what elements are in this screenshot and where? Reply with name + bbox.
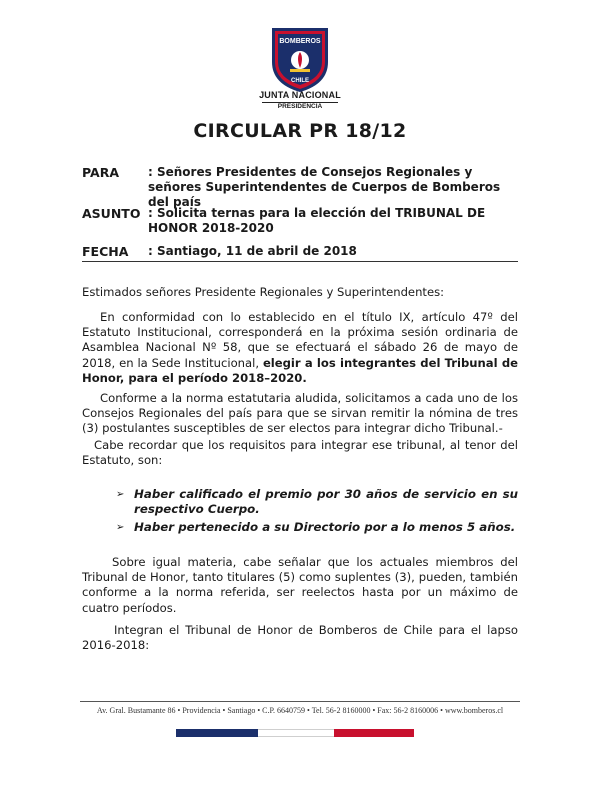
logo-bottom-text: CHILE <box>291 78 309 84</box>
paragraph-4: Sobre igual materia, cabe señalar que los actuales miembros del Tribunal de Honor, tanto titulares (5) como suplentes (3), pueden, también conforme a la norma referida, ser reelectos hasta por un máximo de cuatro períodos. <box>82 555 518 615</box>
header-separator <box>82 261 518 262</box>
arrow-bullet-icon: ➢ <box>116 489 125 500</box>
fecha-label: FECHA <box>82 244 129 259</box>
paragraph-1-text: En conformidad con lo establecido en el título IX, artículo 47º del Estatuto Institucional, corresponderá en la próxima sesión ordinaria de Asamblea Nacional Nº 58, que se efectuará el sábado 26 de mayo de 2018, en la Sede Institucional, <box>82 310 518 370</box>
requirement-item <box>116 520 518 535</box>
paragraph-3: Cabe recordar que los requisitos para integrar ese tribunal, al tenor del Estatuto, son: <box>82 438 518 468</box>
flag-stripe-red <box>334 729 414 737</box>
para-value: : Señores Presidentes de Consejos Regionales y señores Superintendentes de Cuerpos de Bomberos del país <box>148 165 501 209</box>
paragraph-1 <box>82 310 518 386</box>
paragraph-5: Integran el Tribunal de Honor de Bomberos de Chile para el lapso 2016-2018: <box>82 623 518 653</box>
paragraph-2: Conforme a la norma estatutaria aludida, solicitamos a cada uno de los Consejos Regionales del país para que se sirvan remitir la nómina de tres (3) postulantes susceptibles de ser electos para integrar dicho Tribunal.- <box>82 391 518 436</box>
asunto-value: : Solicita ternas para la elección del TRIBUNAL DE HONOR 2018-2020 <box>148 206 486 235</box>
flag-stripe-white <box>258 729 334 737</box>
greeting: Estimados señores Presidente Regionales y Superintendentes: <box>82 285 445 299</box>
fecha-value: : Santiago, 11 de abril de 2018 <box>148 244 357 258</box>
footer-address: Av. Gral. Bustamante 86 • Providencia • Santiago • C.P. 6640759 • Tel. 56-2 8160000 • Fax: 56-2 8160006 • www.bomberos.cl <box>96 706 504 715</box>
requirement-text: Haber pertenecido a su Directorio por a lo menos 5 años. <box>134 519 516 534</box>
requirement-text: Haber calificado el premio por 30 años de servicio en su respectivo Cuerpo. <box>134 487 518 517</box>
bomberos-shield-logo <box>268 22 332 94</box>
requirements-list <box>116 487 518 537</box>
org-subtitle: PRESIDENCIA <box>277 103 323 110</box>
circular-title: CIRCULAR PR 18/12 <box>193 120 407 142</box>
logo-top-text: BOMBEROS <box>279 38 321 45</box>
arrow-bullet-icon: ➢ <box>116 521 125 533</box>
paragraph-1-bold: elegir a los integrantes del Tribunal de Honor, para el período 2018–2020. <box>82 355 518 385</box>
org-name: JUNTA NACIONAL <box>259 90 341 100</box>
footer-divider <box>80 701 520 702</box>
requirement-item <box>116 487 518 518</box>
flag-stripe-blue <box>176 729 258 737</box>
para-label: PARA <box>82 165 119 180</box>
asunto-label: ASUNTO <box>82 206 141 221</box>
